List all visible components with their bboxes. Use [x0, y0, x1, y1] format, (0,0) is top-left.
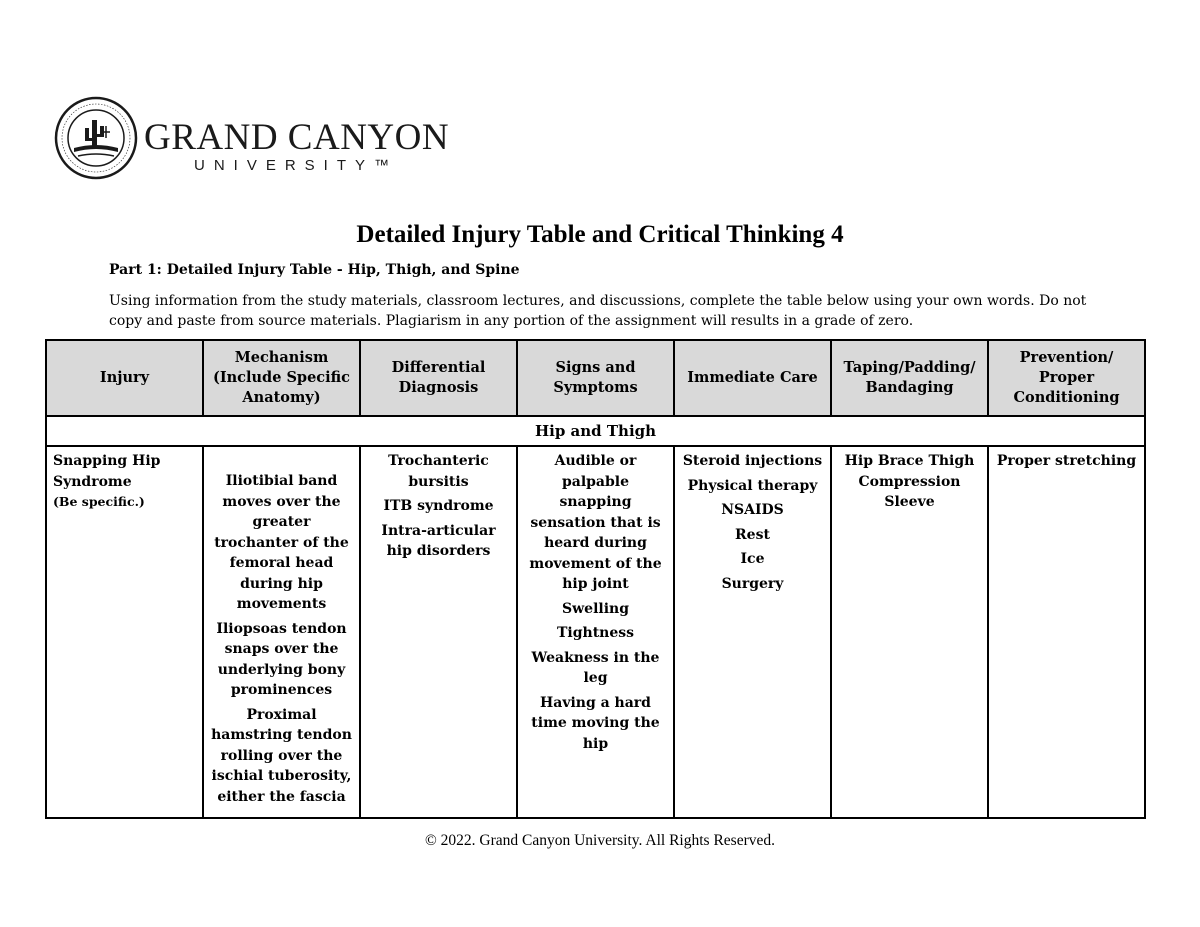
sign-item: Swelling	[562, 600, 629, 617]
taping-text: Hip Brace Thigh Compression Sleeve	[844, 453, 975, 510]
care-item: Rest	[735, 526, 770, 543]
header-signs-and-symptoms: Signs and Symptoms	[517, 340, 674, 416]
prevention-text: Proper stretching	[996, 453, 1137, 469]
instructions: Using information from the study materials, classroom lectures, and discussions, complete the table below using your own words. Do not copy and paste from source materials. Plagiarism in any portion of the assignment will results in a grade of zero.	[109, 293, 1087, 329]
care-item: Physical therapy	[687, 477, 818, 494]
header-taping-padding-bandaging: Taping/Padding/ Bandaging	[831, 340, 988, 416]
logo-subtitle: UNIVERSITY™	[194, 157, 399, 174]
care-item: Ice	[740, 551, 765, 567]
injury-name: Snapping Hip Syndrome	[53, 453, 161, 490]
differential-item: ITB syndrome	[383, 498, 494, 514]
university-seal-icon	[54, 96, 138, 180]
sign-item: Weakness in the leg	[531, 649, 660, 686]
care-item: Surgery	[721, 575, 784, 592]
table-header-row	[46, 340, 1145, 416]
care-item: Steroid injections	[682, 453, 823, 469]
document-title: Detailed Injury Table and Critical Thinking 4	[356, 221, 844, 248]
cell-differential-diagnosis	[360, 446, 517, 818]
mechanism-item: Proximal hamstring tendon rolling over the ischial tuberosity, either the fascia	[211, 706, 352, 805]
differential-item: Intra-articular hip disorders	[381, 522, 496, 559]
header-prevention: Prevention/ Proper Conditioning	[988, 340, 1145, 416]
sign-item: Tightness	[556, 625, 635, 641]
header-immediate-care: Immediate Care	[674, 340, 831, 416]
part-heading: Part 1: Detailed Injury Table - Hip, Thigh, and Spine	[109, 262, 520, 278]
section-row	[46, 416, 1145, 446]
cell-immediate-care	[674, 446, 831, 818]
table-row	[46, 446, 1145, 818]
section-label: Hip and Thigh	[46, 416, 1145, 446]
header-mechanism: Mechanism (Include Specific Anatomy)	[203, 340, 360, 416]
injury-table	[45, 339, 1146, 819]
university-logo	[54, 96, 450, 186]
cell-signs-and-symptoms	[517, 446, 674, 818]
cell-injury	[46, 446, 203, 818]
sign-item: Audible or palpable snapping sensation that is heard during movement of the hip joint	[529, 453, 662, 592]
sign-item: Having a hard time moving the hip	[531, 694, 660, 752]
injury-note: (Be specific.)	[53, 494, 145, 509]
logo-wordmark: GRAND CANYON	[144, 117, 450, 158]
care-item: NSAIDS	[721, 502, 784, 518]
mechanism-item: Iliopsoas tendon snaps over the underlying bony prominences	[216, 620, 347, 698]
cell-prevention	[988, 446, 1145, 818]
copyright-footer: © 2022. Grand Canyon University. All Rights Reserved.	[424, 832, 775, 849]
differential-item: Trochanteric bursitis	[388, 453, 489, 490]
cell-mechanism	[203, 446, 360, 818]
cell-taping	[831, 446, 988, 818]
header-differential-diagnosis: Differential Diagnosis	[360, 340, 517, 416]
header-injury: Injury	[46, 340, 203, 416]
mechanism-item: Iliotibial band moves over the greater trochanter of the femoral head during hip movements	[214, 473, 349, 612]
